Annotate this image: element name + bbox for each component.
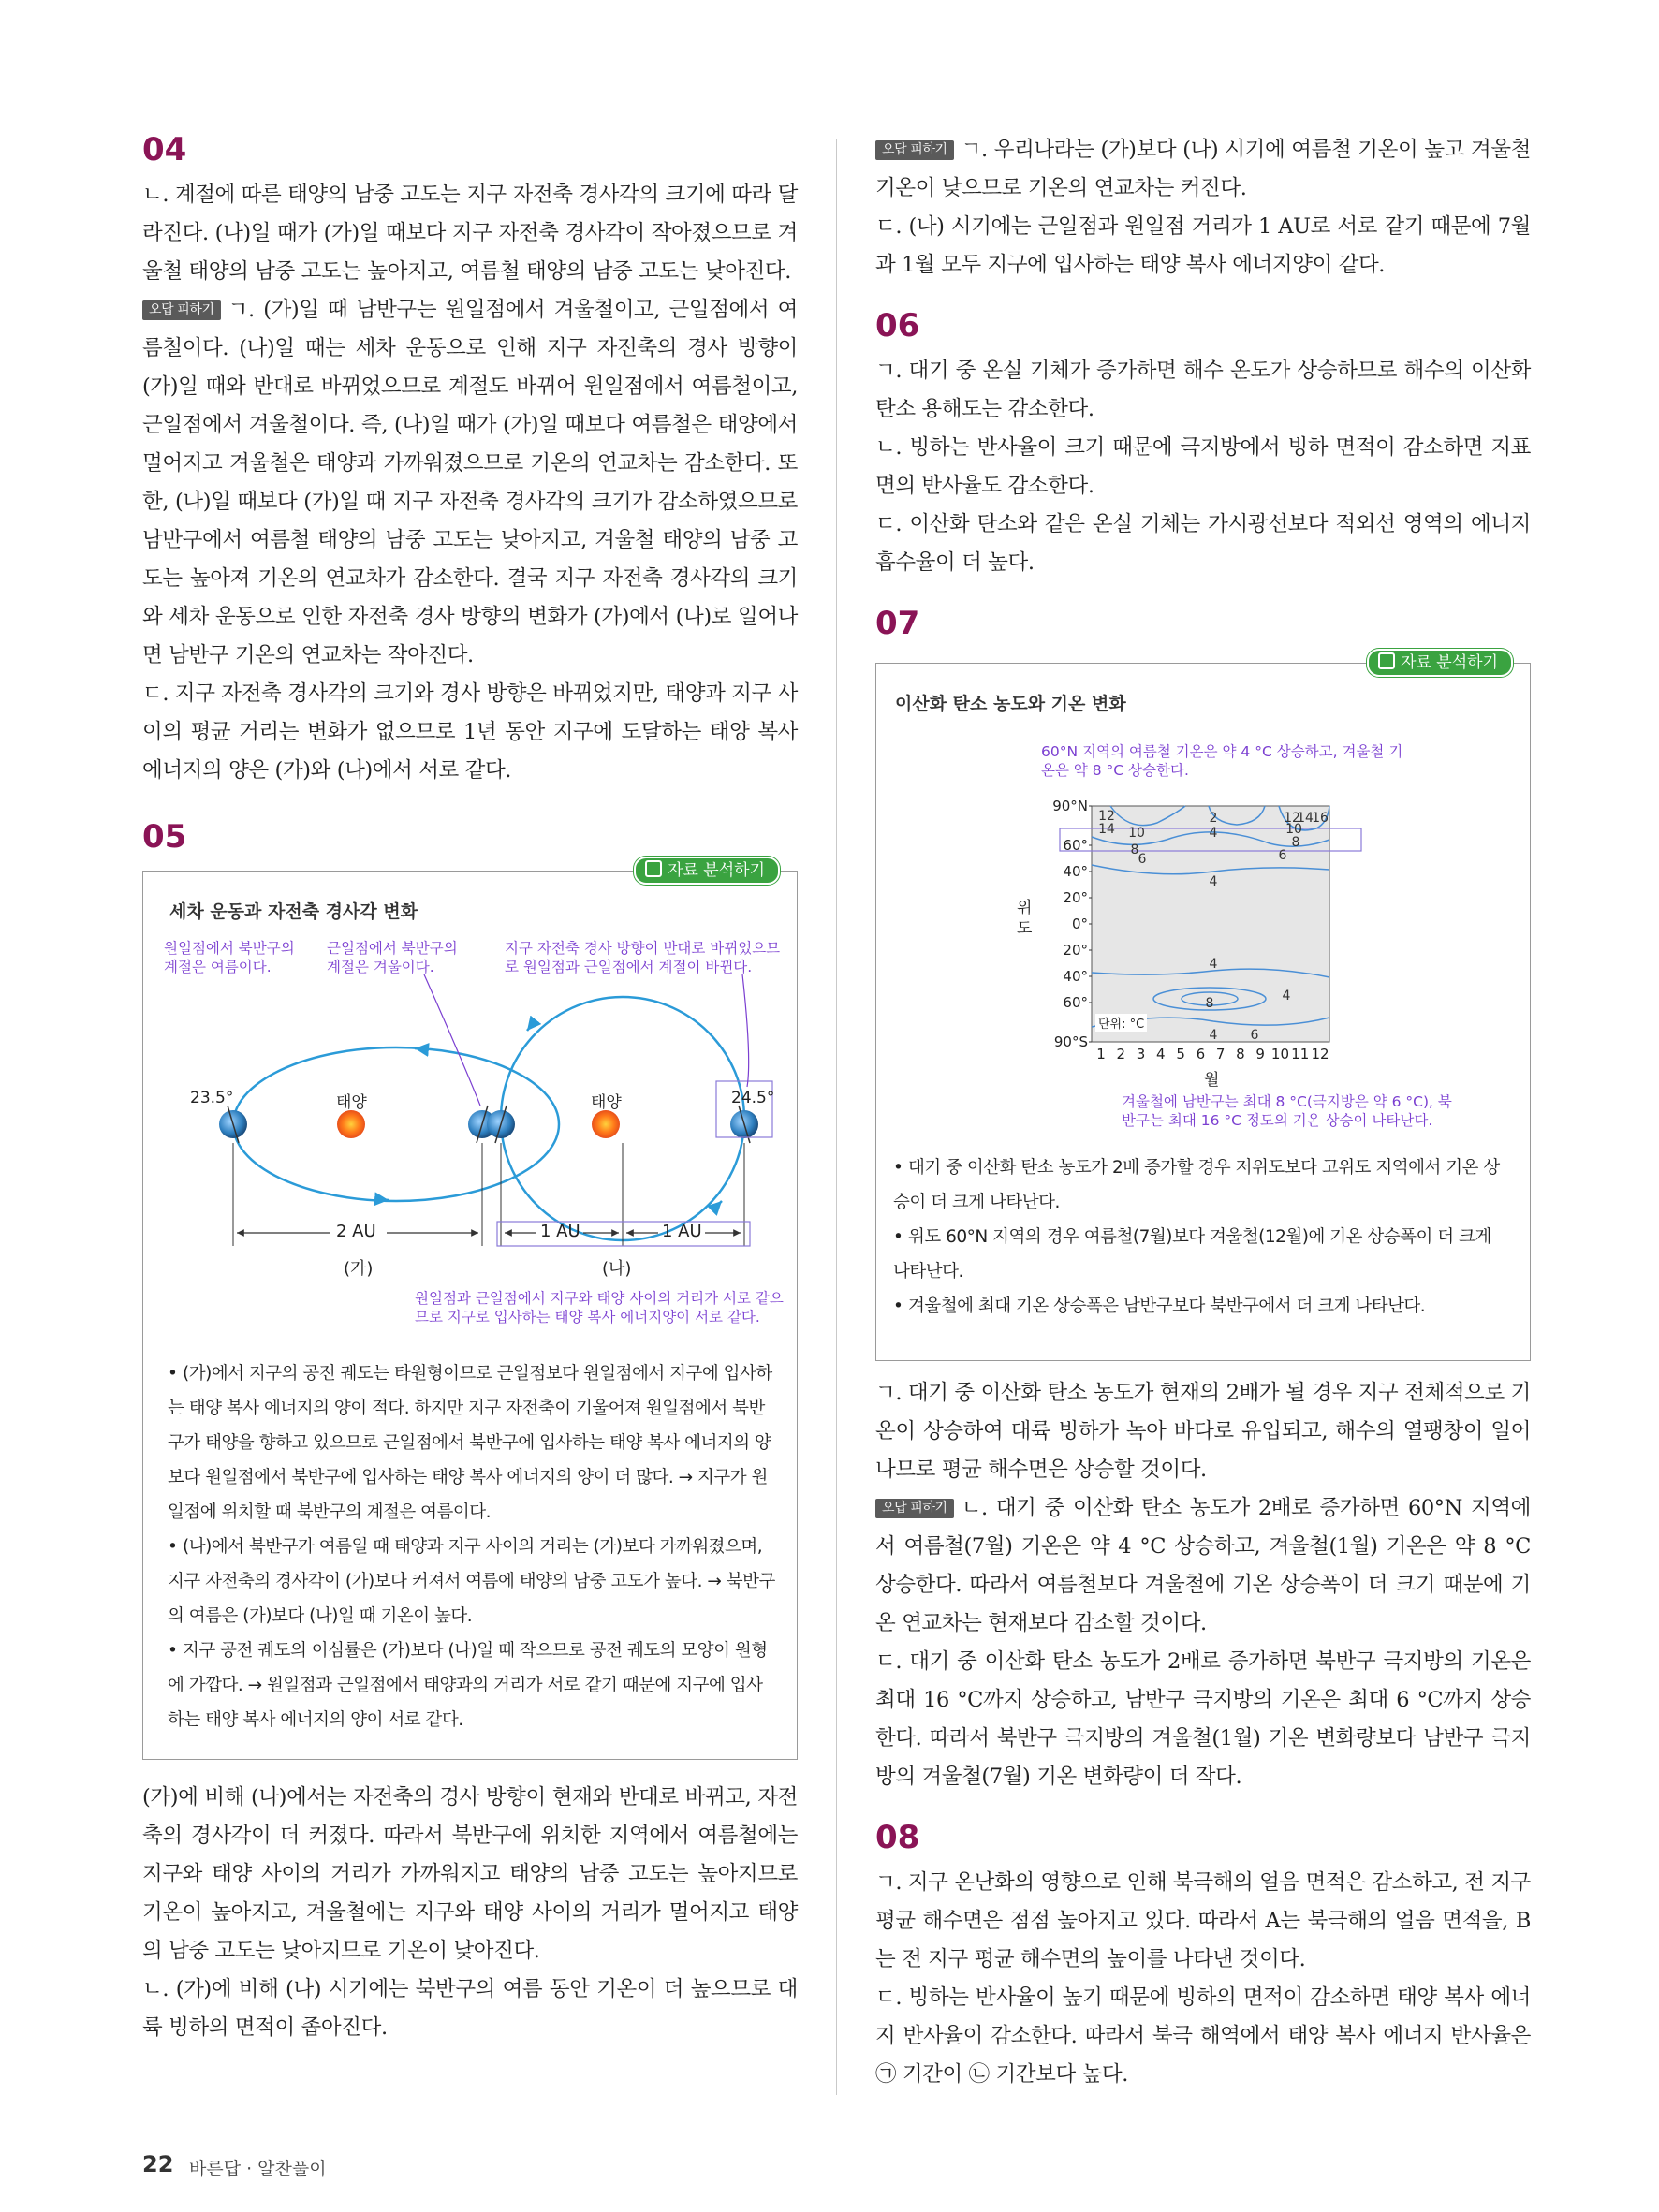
x-tick-label: 4 [1156,1046,1166,1062]
orbit-arrow-icon [415,1048,424,1049]
q05-note-aphelion: 원일점에서 북반구의 계절은 여름이다. [164,940,295,975]
x-tick-label: 2 [1116,1046,1126,1062]
sun-ga-label: 태양 [336,1093,367,1112]
contour-label: 6 [1278,848,1287,863]
sun-na-label: 태양 [591,1093,622,1112]
q05-bullet-1-text: (가)에서 지구의 공전 궤도는 타원형이므로 근일점보다 원일점에서 지구에 입사하는 태양 복사 에너지의 양이 적다. 하지만 지구 자전축이 기울어져 원일점에서 북반구가 태양을 향하고 있으므로 근일점에서 북반구에 입사하는 태양 복사 에너지의 양보다 원일점에서 북반구에 입사하는 태양 복사 에너지의 양이 더 많다. → 지구가 원일점에 위치할 때 북반구의 계절은 여름이다. [168,1364,772,1522]
x-tick-label: 1 [1096,1046,1106,1062]
x-tick-label: 12 [1311,1046,1329,1062]
x-axis-label: 월 [1204,1071,1220,1090]
q04-paragraph-2 [142,291,798,675]
q07-bullet-1: • 대기 중 이산화 탄소 농도가 2배 증가할 경우 저위도보다 고위도 지역에서 기온 상승이 더 크게 나타난다. [893,1158,1500,1212]
q05-paragraph-2: ㄴ. (가)에 비해 (나) 시기에는 북반구의 여름 동안 기온이 더 높으므로 대륙 빙하의 면적이 좁아진다. [142,1977,798,2040]
q07-paragraph-2-text: ㄴ. 대기 중 이산화 탄소 농도가 2배로 증가하면 60°N 지역에서 여름철(7월) 기온은 약 4 °C 상승하고, 겨울철(1월) 기온은 약 8 °C 상승한다. 따라서 여름철보다 겨울철에 기온 상승폭이 더 크기 때문에 기온 연교차는 현재보다 감소할 것이다. [875,1496,1531,1635]
q06-paragraph-2: ㄴ. 빙하는 반사율이 크기 때문에 극지방에서 빙하 면적이 감소하면 지표면의 반사율도 감소한다. [875,435,1531,498]
q07-bullet-3-text: 겨울철에 최대 기온 상승폭은 남반구보다 북반구에서 더 크게 나타난다. [908,1296,1426,1316]
contour-label: 4 [1209,874,1218,889]
contour-label: 4 [1282,989,1291,1003]
question-number-05: 05 [142,818,187,856]
contour-label: 10 [1128,826,1145,841]
distance-ga-label: 2 AU [336,1222,376,1241]
x-tick-label: 8 [1236,1046,1245,1062]
q04-paragraph-3: ㄷ. 지구 자전축 경사각의 크기와 경사 방향은 바뀌었지만, 태양과 지구 사이의 평균 거리는 변화가 없으므로 1년 동안 지구에 도달하는 태양 복사 에너지의 양은 (가)와 (나)에서 서로 같다. [142,681,798,783]
q05-note-perihelion: 근일점에서 북반구의 계절은 겨울이다. [327,940,458,975]
question-number-06: 06 [875,307,920,344]
q05-box-title: 세차 운동과 자전축 경사각 변화 [169,901,418,922]
q05-bullet-3: • 지구 공전 궤도의 이심률은 (가)보다 (나)일 때 작으므로 공전 궤도의 모양이 원형에 가깝다. → 원일점과 근일점에서 태양과의 거리가 서로 같기 때문에 지구에 입사하는 태양 복사 에너지의 양이 서로 같다. [168,1641,768,1730]
q07-bullet-1-text: 대기 중 이산화 탄소 농도가 2배 증가할 경우 저위도보다 고위도 지역에서 기온 상승이 더 크게 나타난다. [893,1158,1500,1212]
contour-label: 10 [1285,822,1302,837]
sun-ga [337,1110,365,1138]
q07-paragraph-2 [875,1489,1531,1643]
q05-paragraph-3 [875,131,1531,208]
q05-paragraph-3-text: ㄱ. 우리나라는 (가)보다 (나) 시기에 여름철 기온이 높고 겨울철 기온이 낮으므로 기온의 연교차는 커진다. [875,138,1531,200]
q07-paragraph-1: ㄱ. 대기 중 이산화 탄소 농도가 현재의 2배가 될 경우 지구 전체적으로 기온이 상승하여 대륙 빙하가 녹아 바다로 유입되고, 해수의 열팽창이 일어나므로 평균 해수면은 상승할 것이다. [875,1381,1531,1482]
q07-box-title: 이산화 탄소 농도와 기온 변화 [895,694,1126,714]
contour-label: 14 [1297,811,1314,826]
q06-paragraph-3: ㄷ. 이산화 탄소와 같은 온실 기체는 가시광선보다 적외선 영역의 에너지 흡수율이 더 높다. [875,512,1531,575]
orbit-arrow-icon [714,1201,722,1209]
contour-label: 8 [1205,996,1214,1011]
right-column [875,131,1531,2094]
page-number: 22 [142,2151,174,2177]
contour-label: 6 [1250,1028,1259,1043]
left-column [142,131,798,2047]
y-tick-label: 0° [1071,916,1088,932]
question-number-08: 08 [875,1819,920,1856]
q05-bullet-3-text: 지구 공전 궤도의 이심률은 (가)보다 (나)일 때 작으므로 공전 궤도의 모양이 원형에 가깝다. → 원일점과 근일점에서 태양과의 거리가 서로 같기 때문에 지구에 입사하는 태양 복사 에너지의 양이 서로 같다. [168,1641,768,1730]
y-tick-label: 40° [1063,863,1088,880]
contour-label: 6 [1138,852,1147,867]
q05-note-axis-direction: 지구 자전축 경사 방향이 반대로 바뀌었으므로 원일점과 근일점에서 계절이 바뀐다. [505,940,781,975]
q07-analysis-box [875,653,1531,1361]
x-tick-label: 5 [1176,1046,1185,1062]
y-tick-label: 60° [1063,994,1088,1011]
q06-paragraph-1: ㄱ. 대기 중 온실 기체가 증가하면 해수 온도가 상승하므로 해수의 이산화 탄소 용해도는 감소한다. [875,359,1531,421]
q07-note-bottom: 겨울철에 남반구는 최대 8 °C(극지방은 약 6 °C), 북반구는 최대 16 °C 정도의 기온 상승이 나타난다. [1122,1093,1452,1129]
contour-label: 16 [1312,811,1329,826]
contour-label: 12 [1098,809,1115,824]
y-tick-label: 90°N [1052,798,1088,814]
contour-label: 4 [1209,826,1218,841]
question-number-07: 07 [875,605,920,642]
wrong-answer-badge: 오답 피하기 [875,1499,954,1518]
orbit-arrow-icon [377,1199,389,1200]
q05-bullet-1: • (가)에서 지구의 공전 궤도는 타원형이므로 근일점보다 원일점에서 지구에 입사하는 태양 복사 에너지의 양이 적다. 하지만 지구 자전축이 기울어져 원일점에서 북반구가 태양을 향하고 있으므로 근일점에서 북반구에 입사하는 태양 복사 에너지의 양보다 원일점에서 북반구에 입사하는 태양 복사 에너지의 양이 더 많다. → 지구가 원일점에 위치할 때 북반구의 계절은 여름이다. [168,1364,772,1522]
q07-bullet-2: • 위도 60°N 지역의 경우 여름철(7월)보다 겨울철(12월)에 기온 상승폭이 더 크게 나타난다. [893,1227,1491,1282]
q05-bullet-list [168,1356,776,1737]
temperature-contour-chart [876,664,1532,1132]
unit-label: 단위: °C [1095,1014,1147,1032]
x-tick-label: 6 [1196,1046,1206,1062]
question-number-04: 04 [142,131,187,168]
q05-bullet-2: • (나)에서 북반구가 여름일 때 태양과 지구 사이의 거리는 (가)보다 가까워졌으며, 지구 자전축의 경사각이 (가)보다 커져서 여름에 태양의 남중 고도가 높다. → 북반구의 여름은 (가)보다 (나)일 때 기온이 높다. [168,1537,775,1626]
q08-paragraph-2: ㄷ. 빙하는 반사율이 높기 때문에 빙하의 면적이 감소하면 태양 복사 에너지 반사율이 감소한다. 따라서 북극 해역에서 태양 복사 에너지 반사율은 ㉠ 기간이 ㉡ 기간보다 높다. [875,1985,1531,2087]
q07-paragraph-3: ㄷ. 대기 중 이산화 탄소 농도가 2배로 증가하면 북반구 극지방의 기온은 최대 16 °C까지 상승하고, 남반구 극지방의 기온은 최대 6 °C까지 상승한다. 따라서 북반구 극지방의 겨울철(1월) 기온 변화량보다 남반구 극지방의 겨울철(7월) 기온 변화량이 더 작다. [875,1649,1531,1789]
contour-label: 8 [1291,835,1300,850]
analysis-tag-label: 자료 분석하기 [668,861,765,880]
q05-bullet-2-text: (나)에서 북반구가 여름일 때 태양과 지구 사이의 거리는 (가)보다 가까워졌으며, 지구 자전축의 경사각이 (가)보다 커져서 여름에 태양의 남중 고도가 높다. → 북반구의 여름은 (가)보다 (나)일 때 기온이 높다. [168,1537,775,1626]
q05-paragraph-4: ㄷ. (나) 시기에는 근일점과 원일점 거리가 1 AU로 서로 같기 때문에 7월과 1월 모두 지구에 입사하는 태양 복사 에너지양이 같다. [875,214,1531,277]
column-divider [836,139,837,2095]
x-tick-label: 9 [1255,1046,1265,1062]
contour-label: 14 [1098,822,1115,837]
footer-title: 바른답 · 알찬풀이 [189,2159,327,2179]
sun-na [592,1110,620,1138]
analysis-tag-label: 자료 분석하기 [1401,653,1498,672]
q05-paragraph-1: (가)에 비해 (나)에서는 자전축의 경사 방향이 현재와 반대로 바뀌고, 자전축의 경사각이 더 커졌다. 따라서 북반구에 위치한 지역에서 여름철에는 지구와 태양 사이의 거리가 가까워지고 태양의 남중 고도는 높아지므로 기온이 높아지고, 겨울철에는 지구와 태양 사이의 거리가 멀어지고 태양의 남중 고도는 낮아지므로 기온이 낮아진다. [142,1785,798,1963]
contour-label: 4 [1209,1028,1218,1043]
angle-ga-label: 23.5° [190,1089,234,1107]
orbit-arrow-icon [527,1021,535,1031]
q05-note-distance: 원일점과 근일점에서 지구와 태양 사이의 거리가 서로 같으므로 지구로 입사하는 태양 복사 에너지양이 서로 같다. [415,1290,784,1326]
q04-paragraph-2-text: ㄱ. (가)일 때 남반구는 원일점에서 겨울철이고, 근일점에서 여름철이다. (나)일 때는 세차 운동으로 인해 지구 자전축의 경사 방향이 (가)일 때와 반대로 바뀌었으므로 계절도 바뀌어 원일점에서 여름철이고, 근일점에서 겨울철이다. 즉, (나)일 때가 (가)일 때보다 여름철은 태양에서 멀어지고 겨울철은 태양과 가까워졌으므로 기온의 연교차는 감소한다. 또한, (나)일 때보다 (가)일 때 지구 자전축 경사각의 크기가 감소하였으므로 남반구에서 여름철 태양의 남중 고도는 낮아지고, 겨울철 태양의 남중 고도는 높아져 기온의 연교차가 감소한다. 결국 지구 자전축 경사각의 크기와 세차 운동으로 인한 자전축 경사 방향의 변화가 (가)에서 (나)로 일어나면 남반구 기온의 연교차는 작아진다. [142,298,798,667]
precession-diagram [143,872,799,1358]
wrong-answer-badge: 오답 피하기 [142,300,221,320]
y-axis-label: 위도 [1017,899,1033,938]
q05-analysis-box [142,861,798,1760]
diagram-label-na: (나) [602,1259,632,1279]
x-tick-label: 3 [1136,1046,1146,1062]
distance-na-label-1: 1 AU [540,1222,580,1241]
y-tick-label: 60° [1063,837,1088,854]
q04-paragraph-1: ㄴ. 계절에 따른 태양의 남중 고도는 지구 자전축 경사각의 크기에 따라 달라진다. (나)일 때가 (가)일 때보다 지구 자전축 경사각이 작아졌으므로 겨울철 태양의 남중 고도는 높아지고, 여름철 태양의 남중 고도는 낮아진다. [142,183,798,284]
contour-label: 12 [1284,811,1300,826]
distance-na-label-2: 1 AU [662,1222,702,1241]
q08-paragraph-1: ㄱ. 지구 온난화의 영향으로 인해 북극해의 얼음 면적은 감소하고, 전 지구 평균 해수면은 점점 높아지고 있다. 따라서 A는 북극해의 얼음 면적을, B는 전 지구 평균 해수면의 높이를 나타낸 것이다. [875,1870,1531,1971]
highlight-box [497,1222,750,1246]
angle-na-label: 24.5° [731,1089,775,1107]
q07-bullet-2-text: 위도 60°N 지역의 경우 여름철(7월)보다 겨울철(12월)에 기온 상승폭이 더 크게 나타난다. [893,1227,1491,1282]
q07-bullet-3: • 겨울철에 최대 기온 상승폭은 남반구보다 북반구에서 더 크게 나타난다. [893,1296,1426,1316]
wrong-answer-badge: 오답 피하기 [875,140,954,160]
y-tick-label: 20° [1063,942,1088,959]
x-tick-label: 10 [1270,1046,1290,1062]
contour-label: 4 [1209,957,1218,972]
contour-label: 8 [1130,842,1139,857]
q07-bullet-list [893,1150,1511,1324]
x-tick-label: 7 [1215,1046,1226,1062]
q07-note-top: 60°N 지역의 여름철 기온은 약 4 °C 상승하고, 겨울철 기온은 약 8 °C 상승한다. [1041,743,1403,779]
contour-label: 2 [1209,811,1218,826]
y-tick-label: 90°S [1053,1033,1088,1050]
y-tick-label: 40° [1063,968,1088,985]
y-tick-label: 20° [1063,889,1088,906]
x-tick-label: 11 [1291,1046,1310,1062]
diagram-label-ga: (가) [344,1259,374,1279]
